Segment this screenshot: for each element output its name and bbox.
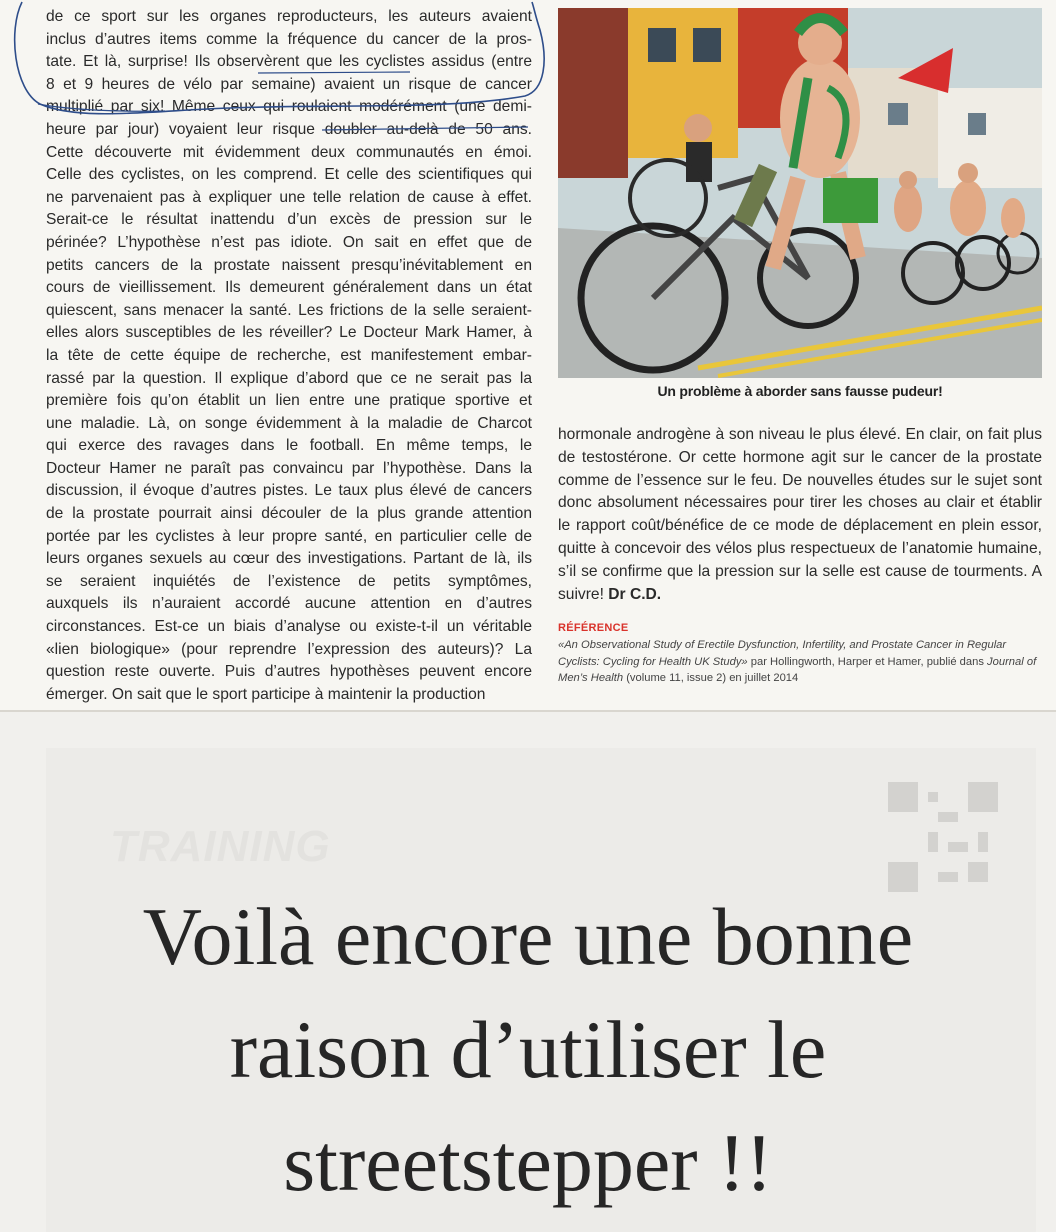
article-left-column: [46, 6, 532, 706]
article-text-line: une maladie. Là, on songe évidemment à la maladie de Charcot: [46, 414, 532, 432]
article-text-line: heure par jour) voyaient leur risque doubler au-delà de 50 ans.: [46, 120, 532, 138]
reference-journal: Journal of Men’s Health: [558, 655, 1037, 684]
article-text-line: rassé par la question. Il explique d’abord que ce ne serait pas la: [46, 369, 532, 387]
article-text-line: cours de vieillissement. Ils demeurent généralement dans un état: [46, 279, 532, 297]
article-text-line: «lien biologique» (pour reprendre l’expression des auteurs)? La: [46, 640, 532, 658]
article-text-line: tate. Et là, surprise! Ils observèrent que les cyclistes assidus (entre: [46, 53, 532, 71]
qr-code-icon: [888, 782, 998, 892]
article-text-line: leurs organes sexuels au cœur des investigations. Partant de là, ils: [46, 550, 532, 568]
article-text-line: circonstances. Est-ce un biais d’analyse ou existe-t-il un véritable: [46, 618, 532, 636]
article-right-text: hormonale androgène à son niveau le plus élevé. En clair, on fait plus de testostérone. Or cette hormone agit sur le cancer de la prostate comme de l’essence sur le feu. De nouvelles études sur le sujet sont donc absolument nécessaires pour tirer les choses au clair et établir le rapport coût/bénéfice de ce mode de déplacement en plein essor, quitte à concevoir des vélos plus respectueux de l’anatomie humaine, s’il se confirme que la pression sur la selle est cause de tourments. A suivre!: [558, 426, 1042, 603]
article-text-line: multiplié par six! Même ceux qui roulaient modérément (une demi-: [46, 98, 532, 116]
article-text-line: inclus d’autres items comme la fréquence du cancer de la pros-: [46, 30, 532, 48]
article-text-line: quiescent, sans menacer la santé. Les frictions de la selle seraient-: [46, 301, 532, 319]
handwritten-style-headline: Voilà encore une bonne raison d’utiliser le streetstepper !!: [142, 891, 914, 1208]
article-text-line: auxquels ils n’auraient accordé aucune attention en d’autres: [46, 595, 532, 613]
reference-authors: par Hollingworth, Harper et Hamer, publié dans: [747, 655, 988, 668]
article-text-line: question reste ouverte. Puis d’autres hypothèses peuvent encore: [46, 663, 532, 681]
annotation-panel: [0, 712, 1056, 1232]
article-right-column: [558, 424, 1042, 606]
reference-title: «An Observational Study of Erectile Dysfunction, Infertility, and Prostate Cancer in Regular Cyclists: Cycling for Health UK Study»: [558, 639, 1007, 668]
article-text-line: Celle des cyclistes, on les comprend. Et celle des scientifiques qui: [46, 166, 532, 184]
article-text-line: se seraient inquiétés de l’existence de petits symptômes,: [46, 572, 532, 590]
article-text-line: périnée? L’hypothèse n’est pas idiote. On sait en effet que de: [46, 233, 532, 251]
article-text-line: la tête de cette équipe de recherche, est manifestement embar-: [46, 346, 532, 364]
article-text-line: portée par les cyclistes à leur propre santé, en particulier celle de: [46, 527, 532, 545]
reference-citation: [558, 637, 1042, 687]
article-text-line: petits cancers de la prostate naissent presqu’inévitablement en: [46, 256, 532, 274]
reference-issue: (volume 11, issue 2) en juillet 2014: [623, 672, 799, 684]
article-text-line: Docteur Hamer ne paraît pas convaincu par l’hypothèse. Dans la: [46, 459, 532, 477]
article-text-line: qui exerce des ravages dans le football. En même temps, le: [46, 437, 532, 455]
article-text-line: elles alors susceptibles de les réveiller? Le Docteur Mark Hamer, à: [46, 324, 532, 342]
article-text-line: de la prostate pourrait ainsi découler de la plus grande attention: [46, 505, 532, 523]
article-text-line: 8 et 9 heures de vélo par semaine) avaient un risque de cancer: [46, 75, 532, 93]
article-text-line: Cette découverte mit évidemment deux communautés en émoi.: [46, 143, 532, 161]
photo-caption: Un problème à aborder sans fausse pudeur!: [657, 383, 943, 399]
cyclists-photo: [558, 8, 1042, 378]
article-text-line: de ce sport sur les organes reproducteurs, les auteurs avaient: [46, 8, 532, 25]
article-text-line: Serait-ce le résultat inattendu d’un excès de pression sur le: [46, 211, 532, 229]
watermark-logo: TRAINING: [110, 822, 331, 871]
article-text-line: discussion, il évoque d’autres pistes. Le taux plus élevé de cancers: [46, 482, 532, 500]
author-signature: Dr C.D.: [608, 585, 662, 603]
article-text-line: première fois qu’on établit un lien entre une pratique sportive et: [46, 392, 532, 410]
article-text-line: émerger. On sait que le sport participe à maintenir la production: [46, 685, 486, 703]
reference-label: RÉFÉRENCE: [558, 622, 629, 634]
article-text-line: ne parvenaient pas à expliquer une telle relation de cause à effet.: [46, 188, 532, 206]
cyclists-illustration: [558, 8, 1042, 378]
